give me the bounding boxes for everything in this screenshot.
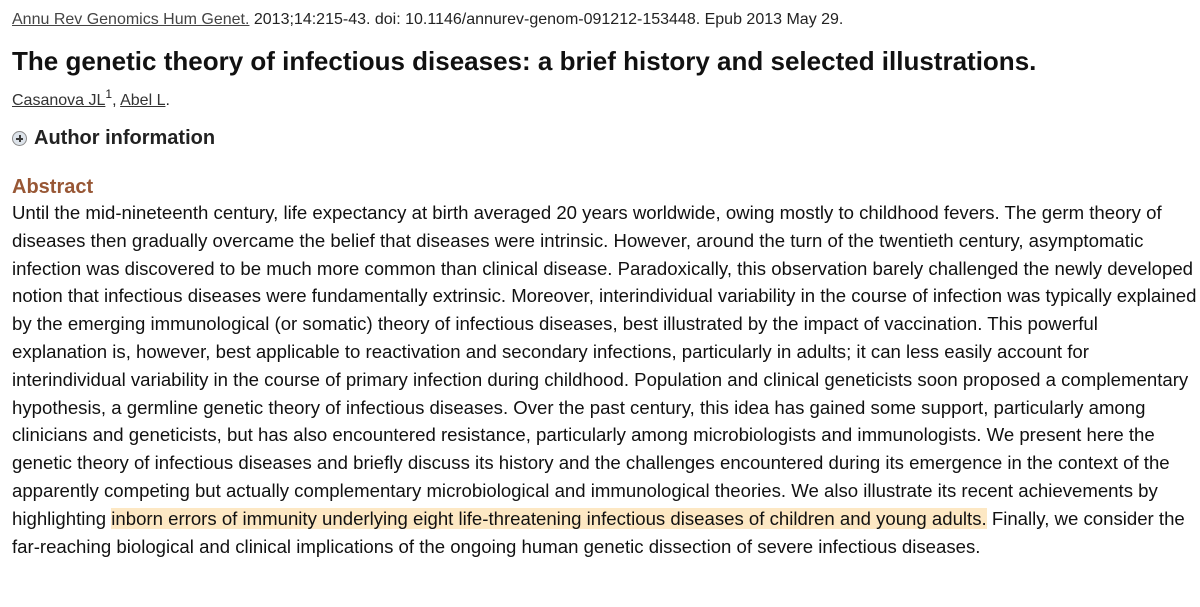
journal-link[interactable]: Annu Rev Genomics Hum Genet. [12,11,250,28]
abstract-text-after: Finally, we consider the far-reaching biological and clinical implications of the ongoing human genetic dissection of severe infectious diseases. [12,507,1185,557]
plus-circle-icon[interactable] [12,131,27,146]
abstract-highlight: inborn errors of immunity underlying eight life-threatening infectious diseases of children and young adults. [111,507,987,529]
citation-details: 2013;14:215-43. doi: 10.1146/annurev-genom-091212-153448. Epub 2013 May 29. [249,11,844,28]
citation-line [12,10,843,30]
author-separator: , [112,92,121,109]
author-information-toggle[interactable] [12,127,215,150]
author-list-end: . [165,92,170,109]
author-list [12,87,170,112]
article-title: The genetic theory of infectious diseases: a brief history and selected illustrations. [12,46,1037,76]
abstract-text [12,199,1197,560]
author-affiliation-sup: 1 [105,87,113,101]
author-link-casanova[interactable]: Casanova JL [12,92,106,109]
author-link-abel[interactable]: Abel L [120,92,166,109]
abstract-text-before: Until the mid-nineteenth century, life expectancy at birth averaged 20 years worldwide, owing mostly to childhood fevers. The germ theory of diseases then gradually overcame the belief that diseases were intrinsic. However, around the turn of the twentieth century, asymptomatic infection was discovered to be much more common than clinical disease. Paradoxically, this observation barely challenged the newly developed notion that infectious diseases were fundamentally extrinsic. Moreover, interindividual variability in the course of infection was typically explained by the emerging immunological (or somatic) theory of infectious diseases, best illustrated by the impact of vaccination. This powerful explanation is, however, best applicable to reactivation and secondary infections, particularly in adults; it can less easily account for interindividual variability in the course of primary infection during childhood. Population and clinical geneticists soon proposed a complementary hypothesis, a germline genetic theory of infectious diseases. Over the past century, this idea has gained some support, particularly among clinicians and geneticists, but has also encountered resistance, particularly among microbiologists and immunologists. We present here the genetic theory of infectious diseases and briefly discuss its history and the challenges encountered during its emergence in the context of the apparently competing but actually complementary microbiological and immunological theories. We also illustrate its recent achievements by highlighting [12,202,1197,529]
abstract-heading: Abstract [12,176,94,198]
author-information-label: Author information [34,127,216,149]
